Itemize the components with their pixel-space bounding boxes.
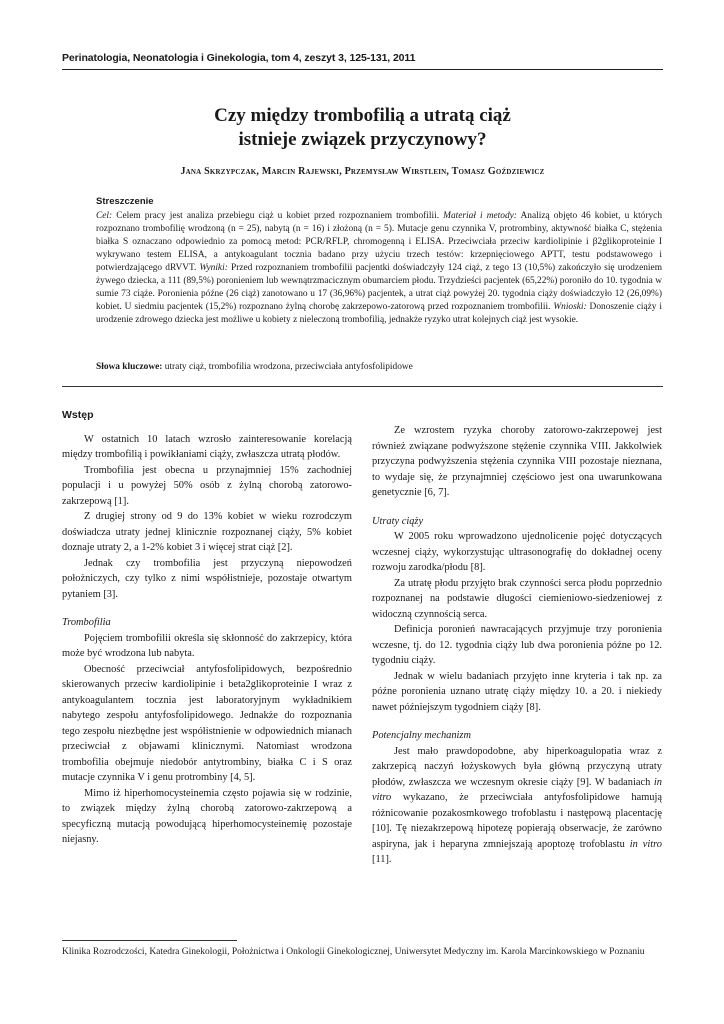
title-line-1: Czy między trombofilią a utratą ciąż [214,105,511,126]
text-run-italic: in vitro [629,838,662,850]
paragraph: Jednak w wielu badaniach przyjęto inne kryteria i tak np. za późne poronienia uznano utratę ciąży między 10. a 20. i niekiedy nawet późniejszym tygodniem ciąży [8]. [372,670,662,713]
abstract-cel: Celem pracy jest analiza przebiegu ciąż u kobiet przed rozpoznaniem trombofilii. [112,211,444,221]
abstract-label-methods: Materiał i metody: [443,211,517,221]
paragraph: Mimo iż hiperhomocysteinemia często pojawia się w rodzinie, to związek między żylną chorobą zatorowo-zakrzepową a specyficzną mutacją powodującą hiperhomocysteinemię pozostaje niejasny. [62,787,352,845]
paragraph: Ze wzrostem ryzyka choroby zatorowo-zakrzepowej jest również związane podwyższone stężenie czynnika VIII. Jakkolwiek przyczyna podwyższenia stężenia czynnika VIII pozostaje nieznana, to wydaje się, że przynajmniej częściowo jest ona uwarunkowana genetycznie [6, 7]. [372,425,662,498]
paragraph: Definicja poronień nawracających przyjmuje trzy poronienia wczesne, tj. do 12. tygodnia ciąży lub dwa poronienia późne po 12. tygodniu ciąży. [372,624,662,666]
keywords [96,361,662,374]
paragraph: Jednak czy trombofilia jest przyczyną niepowodzeń położniczych, czy tylko z nimi współistnieje, pozostaje otwartym pytaniem [3]. [62,557,352,600]
paragraph: Obecność przeciwciał antyfosfolipidowych, bezpośrednio skierowanych przeciw kardiolipinie i beta2glikoproteinie I wraz z antykoagulantem tocznia jest laboratoryjnym wykładnikiem nabytego zespołu antyfosfolipidowego. Jednakże do rozpoznania tego zespołu niezbędne jest współistnienie w odpowiednich mianach przeciwciał z objawami klinicznymi. Natomiast wrodzona trombofilia obejmuje niedobór antytrombiny, białka C i S oraz mutacje czynnika V i genu protrombiny [4, 5]. [62,663,352,783]
abstract-label-conclusions: Wnioski: [553,302,587,312]
paragraph: Trombofilia jest obecna u przynajmniej 15% zachodniej populacji i u powyżej 50% osób z żylną chorobą zatorowo-zakrzepową [1]. [62,464,352,507]
keywords-text: utraty ciąż, trombofilia wrodzona, przeciwciała antyfosfolipidowe [162,362,413,372]
paragraph: W 2005 roku wprowadzono ujednolicenie pojęć dotyczących wczesnej ciąży, wykorzystując ultrasonografię do dokładnej oceny rozwoju zarodka/płodu [8]. [372,531,662,573]
keywords-label: Słowa kluczowe: [96,362,163,372]
abstract-label-results: Wyniki: [199,263,228,273]
journal-citation: Perinatologia, Neonatologia i Ginekologia, tom 4, zeszyt 3, 125-131, 2011 [62,52,416,64]
abstract-methods: Analizą objęto 46 kobiet, u których rozpoznano trombofilię wrodzoną (n = 25), nabytą (n = 16) i złożoną (n = 5). Mutacje genu czynnika V, protrombiny, aktywność białka C, stężenia białka S oznaczano odpowiednio za pomocą metod: PCR/RFLP, chromogenną i ELISA. Przeciwciała przeciw kardiolipinie i β2glikoproteinie I wykrywano testem ELISA, a antykoagulant tocznia badano przy użyciu trzech testów: krzepnięciowego APTT, testu podstawowego i potwierdzającego dRVVT. [96,211,663,273]
header-rule [62,69,663,70]
subheading-mechanizm: Potencjalny mechanizm [372,730,471,741]
abstract-heading: Streszczenie [96,196,154,207]
paragraph [372,744,662,868]
text-run: Jest mało prawdopodobne, aby hiperkoagulopatia wraz z zakrzepicą naczyń łożyskowych była główną przyczyną utraty płodów, zwłaszcza we wczesnym okresie ciąży [9]. W badaniach [372,745,662,788]
text-run-italic: in vitro [372,776,662,803]
subheading-trombofilia: Trombofilia [62,617,111,628]
title-line-2: istnieje związek przyczynowy? [238,129,487,150]
text-run: [11]. [372,854,392,865]
article-title [62,104,663,152]
left-column [62,408,352,848]
abstract-results: Przed rozpoznaniem trombofilii pacjentki doświadczyły 124 ciąż, z tego 13 (10,5%) zakończyło się urodzeniem żywego dziecka, a 111 (89,5%) poronieniem lub wewnątrzmacicznym obumarciem płodu. Trzydzieści pacjentek (65,22%) poroniło do 10. tygodnia w sumie 73 ciąże. Poronienia późne (26 ciąż) zanotowano u 17 (36,96%) pacjentek, a utrat ciąż powyżej 20. tygodnia ciąży doświadczyło 12 (26,09%) kobiet. U siedmiu pacjentek (15,2%) rozpoznano żylną chorobę zakrzepowo-zatorową przed rozpoznaniem trombofilii. [96,263,662,312]
affiliation-footnote: Klinika Rozrodczości, Katedra Ginekologii, Położnictwa i Onkologii Ginekologicznej, Uniwersytet Medyczny im. Karola Marcinkowskiego w Poznaniu [62,947,645,957]
paragraph: Za utratę płodu przyjęto brak czynności serca płodu poprzednio rozpoznanej na podstawie długości ciemieniowo-siedzeniowej z widoczną czynnością serca. [372,577,662,620]
section-rule [62,386,663,387]
right-column [372,423,662,868]
abstract-label-cel: Cel: [96,211,113,221]
paragraph: Pojęciem trombofilii określa się skłonność do zakrzepicy, która może być wrodzona lub nabyta. [62,632,352,659]
paragraph: W ostatnich 10 latach wzrosło zainteresowanie korelacją między trombofilią i powikłaniami ciąży, zwłaszcza utratą płodów. [62,433,352,460]
abstract-conclusions: Donoszenie ciąży i urodzenie zdrowego dziecka jest możliwe u kobiety z nieleczoną trombofilią, jednakże ryzyko utrat kolejnych ciąż jest wysokie. [96,302,663,325]
abstract-body [96,210,662,327]
footnote-rule [62,940,237,941]
paragraph: Z drugiej strony od 9 do 13% kobiet w wieku rozrodczym doświadcza utraty jednej klinicznie rozpoznanej ciąży, 5% kobiet doznaje utraty 2, a 1-2% kobiet 3 i więcej strat ciąż [2]. [62,511,352,553]
authors: Jana Skrzypczak, Marcin Rajewski, Przemysław Wirstlein, Tomasz Goździewicz [180,166,545,177]
subheading-utraty: Utraty ciąży [372,515,424,527]
text-run: wykazano, że przeciwciała antyfosfolipidowe hamują różnicowanie pozakosmkowego trofoblastu i następową placentację [10]. Tę niezakrzepową hipotezę popierają obserwacje, że zarówno aspiryna, jak i heparyna zmniejszają apoptozę trofoblastu [372,792,662,850]
section-heading-intro: Wstęp [62,409,94,421]
